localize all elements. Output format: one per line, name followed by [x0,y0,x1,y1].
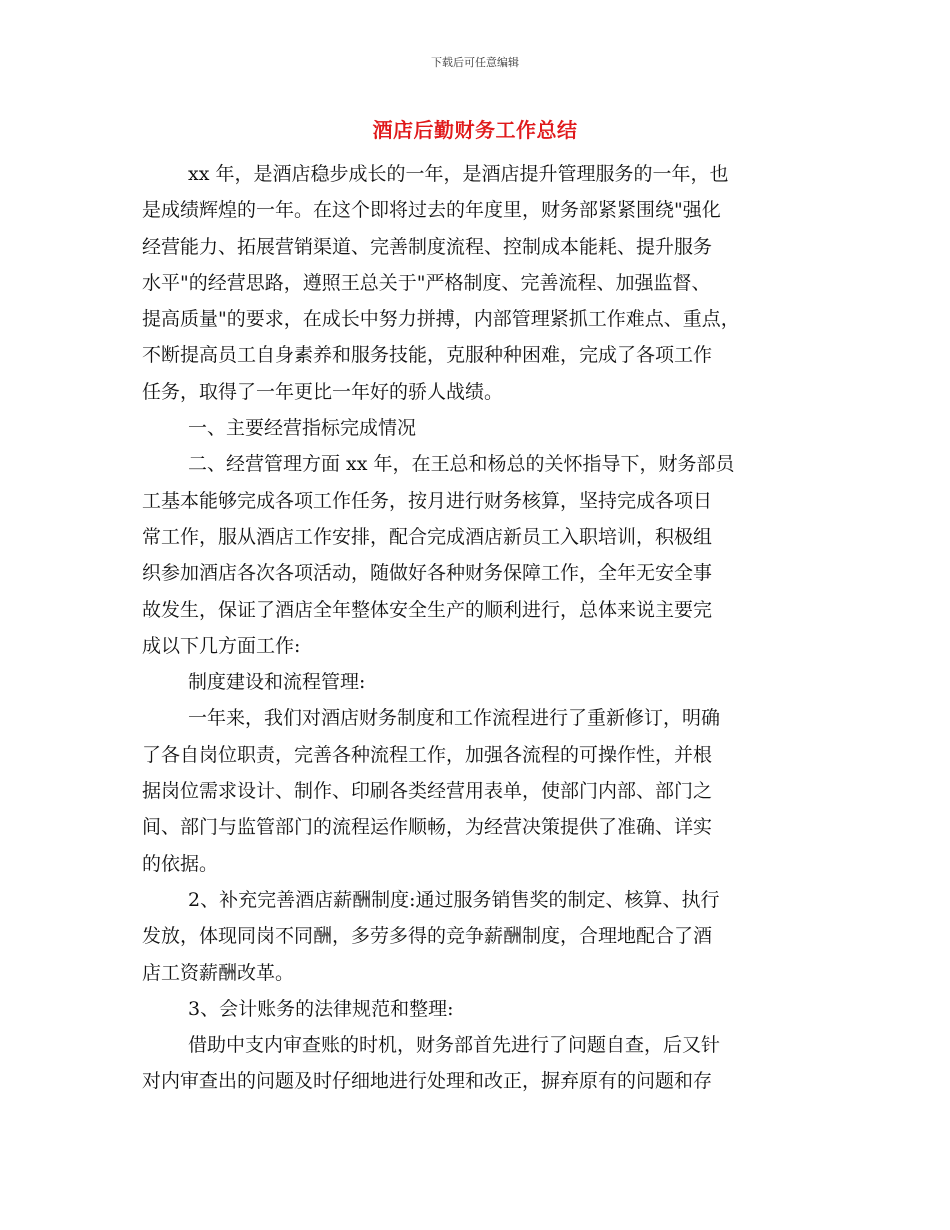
text-line: 2、补充完善酒店薪酬制度:通过服务销售奖的制定、核算、执行 [188,888,720,911]
section-heading: 3、会计账务的法律规范和整理: [188,997,454,1020]
text-line: 二、经营管理方面 xx 年，在王总和杨总的关怀指导下，财务部员 [188,453,735,476]
text-line: 对内审查出的问题及时仔细地进行处理和改正，摒弃原有的问题和存 [142,1070,713,1093]
text-line: 店工资薪酬改革。 [142,961,295,984]
text-line: 发放，体现同岗不同酬，多劳多得的竞争薪酬制度，合理地配合了酒 [142,925,713,948]
text-line: 水平"的经营思路，遵照王总关于"严格制度、完善流程、加强监督、 [142,271,711,294]
text-line: 成以下几方面工作: [142,634,301,657]
section-heading: 制度建设和流程管理: [188,671,366,694]
header-note: 下载后可任意编辑 [431,56,519,69]
text-line: 故发生，保证了酒店全年整体安全生产的顺利进行，总体来说主要完 [142,598,713,621]
text-line: 工基本能够完成各项工作任务，按月进行财务核算，坚持完成各项日 [142,489,713,512]
text-line: 织参加酒店各次各项活动，随做好各种财务保障工作，全年无安全事 [142,562,713,585]
text-line: 一年来，我们对酒店财务制度和工作流程进行了重新修订，明确 [188,707,721,730]
text-line: 了各自岗位职责，完善各种流程工作，加强各流程的可操作性，并根 [142,743,713,766]
text-line: 不断提高员工自身素养和服务技能，克服种种困难，完成了各项工作 [142,344,713,367]
text-line: 是成绩辉煌的一年。在这个即将过去的年度里，财务部紧紧围绕"强化 [142,199,721,222]
text-line: 据岗位需求设计、制作、印刷各类经营用表单，使部门内部、部门之 [142,780,713,803]
section-heading: 一、主要经营指标完成情况 [188,417,417,440]
document-title: 酒店后勤财务工作总结 [372,118,578,142]
text-line: xx 年，是酒店稳步成长的一年，是酒店提升管理服务的一年，也 [188,163,729,185]
text-line: 借助中支内审查账的时机，财务部首先进行了问题自查，后又针 [188,1034,721,1057]
document-body [142,156,818,1100]
text-line: 常工作，服从酒店工作安排，配合完成酒店新员工入职培训，积极组 [142,525,713,548]
text-line: 提高质量"的要求，在成长中努力拼搏，内部管理紧抓工作难点、重点， [142,308,740,331]
text-line: 的依据。 [142,852,219,875]
text-line: 间、部门与监管部门的流程运作顺畅，为经营决策提供了准确、详实 [142,816,713,839]
text-line: 经营能力、拓展营销渠道、完善制度流程、控制成本能耗、提升服务 [142,235,713,258]
text-line: 任务，取得了一年更比一年好的骄人战绩。 [142,380,504,403]
